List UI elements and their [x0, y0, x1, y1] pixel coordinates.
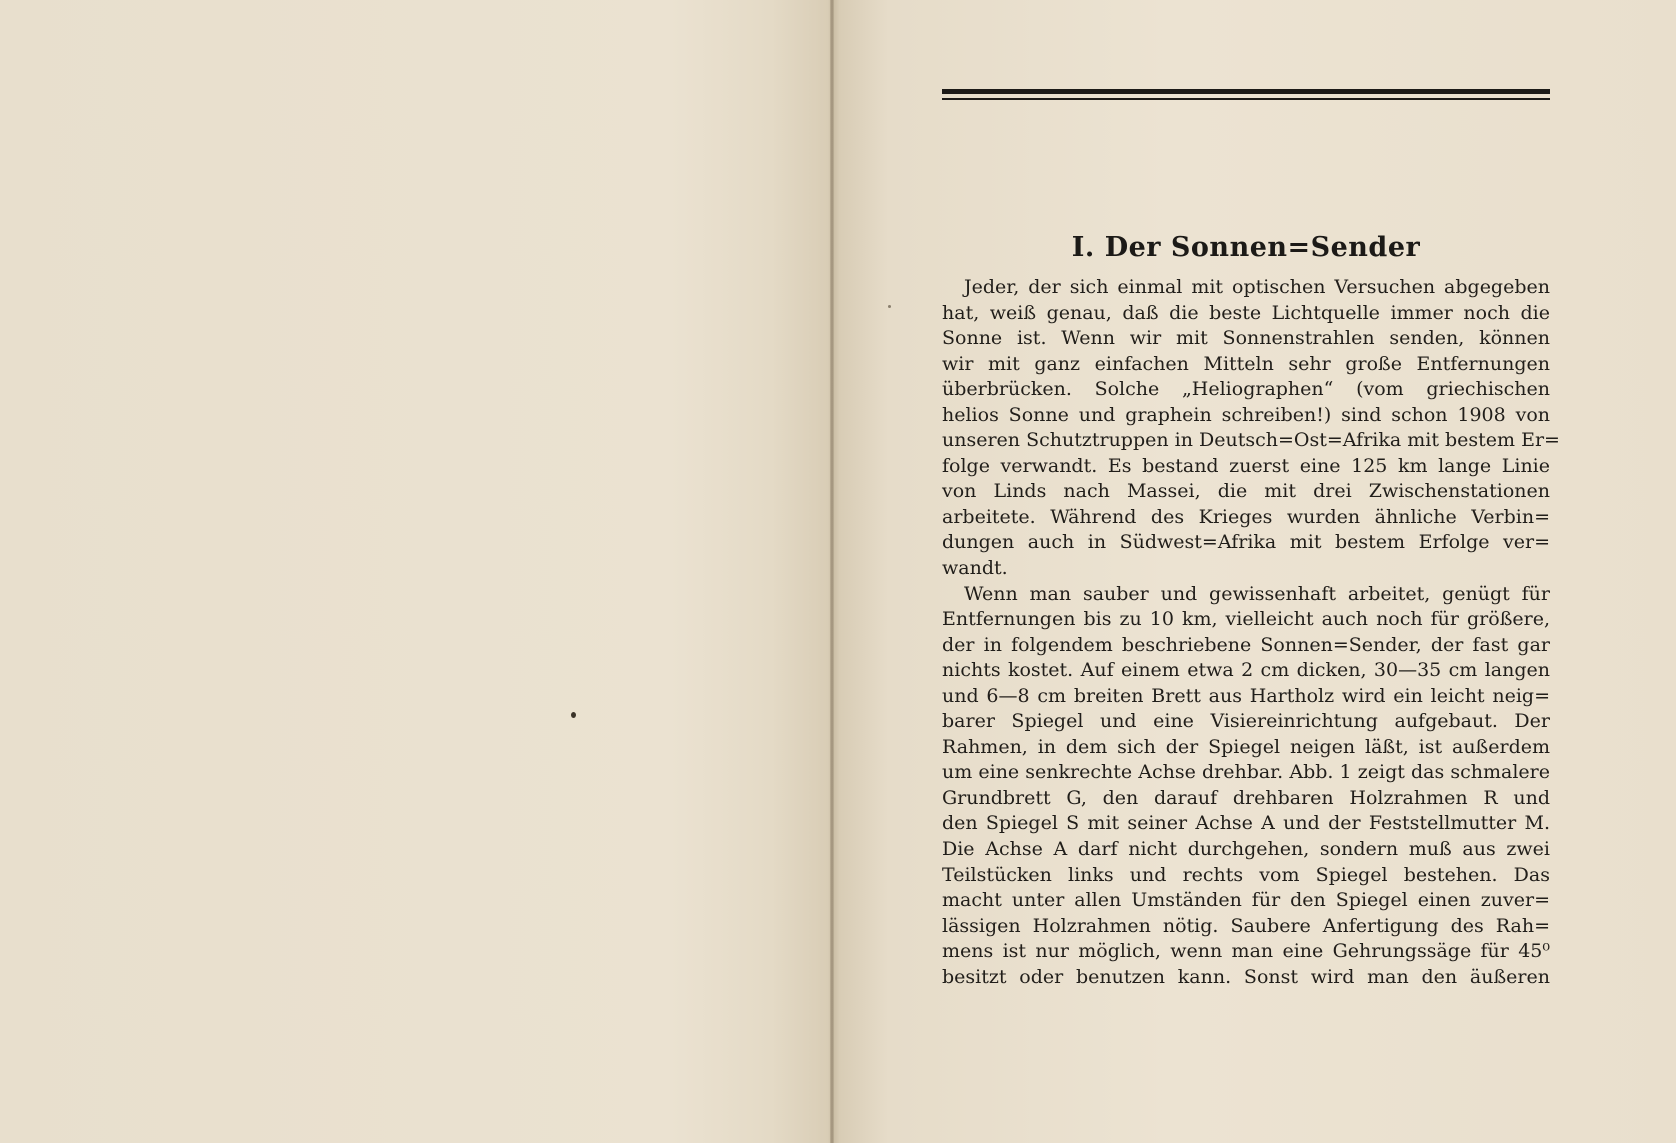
header-rule-thick — [942, 89, 1550, 94]
body-text — [942, 275, 1560, 990]
text-line: um eine senkrechte Achse drehbar. Abb. 1 zeigt das schmalere — [942, 761, 1550, 784]
left-page-blank — [0, 0, 832, 1143]
text-line: arbeitete. Während des Krieges wurden ähnliche Verbin= — [942, 505, 1550, 528]
text-line: unseren Schutztruppen in Deutsch=Ost=Afrika mit bestem Er= — [942, 429, 1560, 452]
text-line: überbrücken. Solche „Heliographen“ (vom griechischen — [942, 378, 1550, 401]
text-line: Die Achse A darf nicht durchgehen, sondern muß aus zwei — [942, 838, 1550, 861]
text-line: nichts kostet. Auf einem etwa 2 cm dicken, 30—35 cm langen — [942, 659, 1550, 682]
paragraph-1 — [942, 275, 1560, 582]
text-line: Rahmen, in dem sich der Spiegel neigen läßt, ist außerdem — [942, 735, 1550, 758]
chapter-title: I. Der Sonnen=Sender — [1071, 232, 1421, 263]
header-rule-thin — [942, 98, 1550, 100]
text-line: hat, weiß genau, daß die beste Lichtquelle immer noch die — [942, 301, 1550, 324]
text-line: von Linds nach Massei, die mit drei Zwischenstationen — [942, 480, 1550, 503]
text-line: Sonne ist. Wenn wir mit Sonnenstrahlen senden, können — [942, 327, 1550, 350]
text-line: folge verwandt. Es bestand zuerst eine 125 km lange Linie — [942, 454, 1550, 477]
text-line: den Spiegel S mit seiner Achse A und der Feststellmutter M. — [942, 812, 1550, 835]
text-line: Jeder, der sich einmal mit optischen Versuchen abgegeben — [964, 276, 1550, 298]
paragraph-2 — [942, 582, 1550, 991]
text-line: dungen auch in Südwest=Afrika mit bestem Erfolge ver= — [942, 531, 1550, 554]
text-line: Teilstücken links und rechts vom Spiegel bestehen. Das — [942, 863, 1550, 886]
text-line: lässigen Holzrahmen nötig. Saubere Anfertigung des Rah= — [942, 914, 1550, 937]
text-line: mens ist nur möglich, wenn man eine Gehrungssäge für 45⁰ — [942, 940, 1550, 963]
text-line: macht unter allen Umständen für den Spiegel einen zuver= — [942, 889, 1550, 912]
text-line: Grundbrett G, den darauf drehbaren Holzrahmen R und — [942, 786, 1550, 809]
text-line: der in folgendem beschriebene Sonnen=Sender, der fast gar — [942, 633, 1550, 656]
text-line: Entfernungen bis zu 10 km, vielleicht auch noch für größere, — [942, 608, 1550, 631]
text-line: wir mit ganz einfachen Mitteln sehr große Entfernungen — [942, 352, 1550, 375]
paper-speck — [888, 305, 891, 308]
paper-speck — [571, 712, 576, 718]
text-line: barer Spiegel und eine Visiereinrichtung aufgebaut. Der — [942, 710, 1550, 733]
text-line: wandt. — [942, 557, 1008, 580]
text-line: Wenn man sauber und gewissenhaft arbeitet, genügt für — [964, 582, 1550, 605]
text-line: besitzt oder benutzen kann. Sonst wird man den äußeren — [942, 965, 1550, 988]
text-line: helios Sonne und graphein schreiben!) sind schon 1908 von — [942, 403, 1550, 426]
text-line: und 6—8 cm breiten Brett aus Hartholz wird ein leicht neig= — [942, 684, 1550, 707]
